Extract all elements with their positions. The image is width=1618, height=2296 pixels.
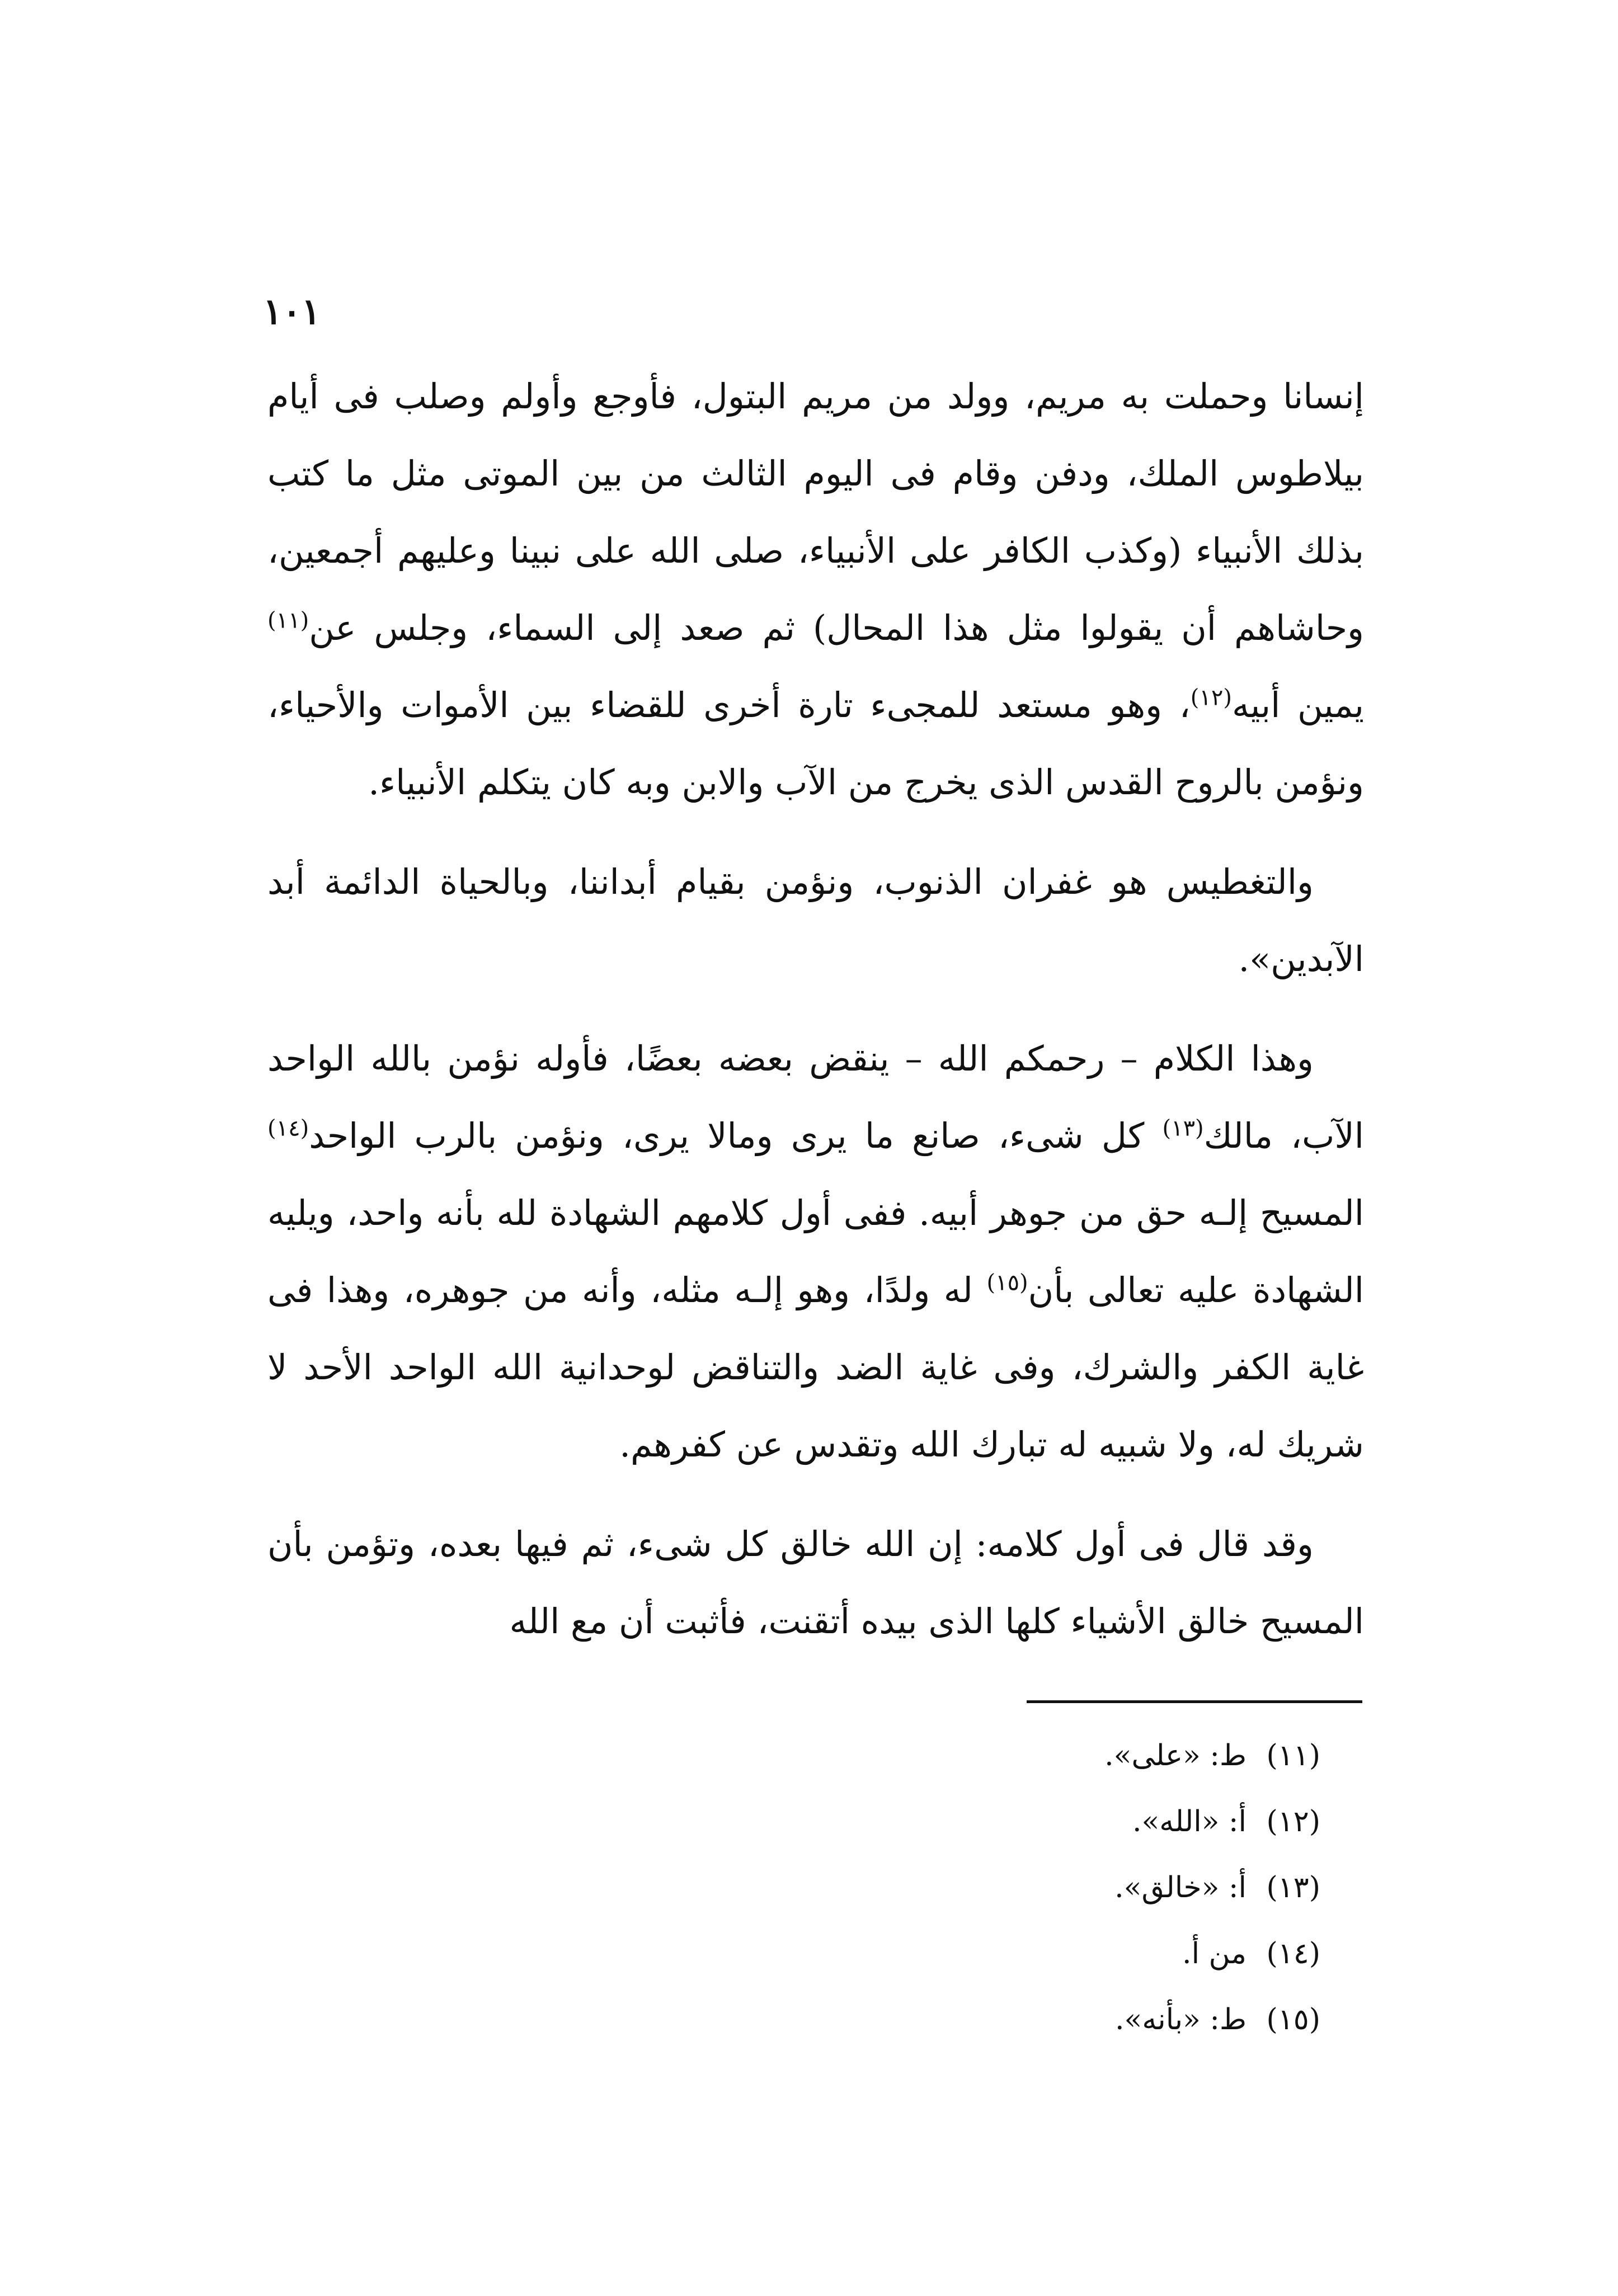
paragraph-1-text-c: ، وهو مستعد للمجىء تارة أخرى للقضاء بين الأموات والأحياء، ونؤمن بالروح القدس الذى يخرج من الآب والابن وبه كان يتكلم الأنبياء. [267, 685, 1364, 803]
footnote-ref-14: (١٤) [267, 1115, 309, 1142]
footnote-text: أ: «الله». [1132, 1805, 1247, 1838]
paragraph-1-text-a: إنسانا وحملت به مريم، وولد من مريم البتول، فأوجع وأولم وصلب فى أيام بيلاطوس الملك، ودفن وقام فى اليوم الثالث من بين الموتى مثل ما كتب بذلك الأنبياء (وكذب الكافر على الأنبياء، صلى الله على نبينا وعليهم أجمعين، وحاشاهم أن يقولوا مثل هذا المحال) ثم صعد إلى السماء، وجلس عن [267, 376, 1364, 648]
paragraph-3-text-c: المسيح إلـه حق من جوهر أبيه. ففى أول كلامهم الشهادة لله بأنه واحد، ويليه الشهادة عليه تعالى بأن [267, 1192, 1365, 1310]
paragraph-3-text-a: وهذا الكلام – رحمكم الله – ينقض بعضه بعضًا، فأوله نؤمن بالله الواحد الآب، مالك [267, 1038, 1364, 1156]
paragraph-3-text-b: كل شىء، صانع ما يرى ومالا يرى، ونؤمن بالرب الواحد [309, 1115, 1163, 1156]
footnote-number: (١٥) [1266, 2003, 1320, 2036]
footnote-text: ط: «بأنه». [1115, 2003, 1247, 2036]
footnote-12 [839, 1789, 1320, 1855]
footnote-13 [839, 1855, 1320, 1921]
footnote-14 [839, 1921, 1320, 1987]
footnote-15 [839, 1987, 1320, 2053]
footnotes [839, 1723, 1320, 2053]
paragraph-3-text-d: له ولدًا، وهو إلـه مثله، وأنه من جوهره، وهذا فى غاية الكفر والشرك، وفى غاية الضد والتناقض لوحدانية الله الواحد الأحد لا شريك له، ولا شبيه له تبارك الله وتقدس عن كفرهم. [267, 1270, 1364, 1465]
paragraph-4: وقد قال فى أول كلامه: إن الله خالق كل شىء، ثم فيها بعده، وتؤمن بأن المسيح خالق الأشياء كلها الذى بيده أتقنت، فأثبت أن مع الله [267, 1524, 1364, 1642]
page-number: ١٠١ [263, 291, 321, 333]
paragraph-1 [267, 358, 1364, 821]
footnote-number: (١٤) [1266, 1937, 1320, 1970]
footnote-text: من أ. [1182, 1937, 1247, 1970]
footnote-separator [1027, 1700, 1362, 1703]
main-text [267, 358, 1364, 1682]
footnote-number: (١٣) [1266, 1871, 1320, 1904]
footnote-text: أ: «خالق». [1114, 1871, 1247, 1904]
footnote-11 [839, 1723, 1320, 1789]
footnote-ref-13: (١٣) [1162, 1115, 1204, 1142]
footnote-number: (١١) [1266, 1739, 1320, 1772]
paragraph-1-text-b: يمين أبيه [1231, 685, 1364, 725]
footnote-text: ط: «على». [1104, 1739, 1247, 1772]
footnote-ref-15: (١٥) [986, 1270, 1028, 1296]
paragraph-2: والتغطيس هو غفران الذنوب، ونؤمن بقيام أبداننا، وبالحياة الدائمة أبد الآبدين». [267, 861, 1364, 979]
footnote-number: (١٢) [1266, 1805, 1320, 1838]
footnote-ref-12: (١٢) [1190, 685, 1232, 711]
paragraph-3 [267, 1020, 1364, 1483]
footnote-ref-11: (١١) [267, 607, 309, 634]
